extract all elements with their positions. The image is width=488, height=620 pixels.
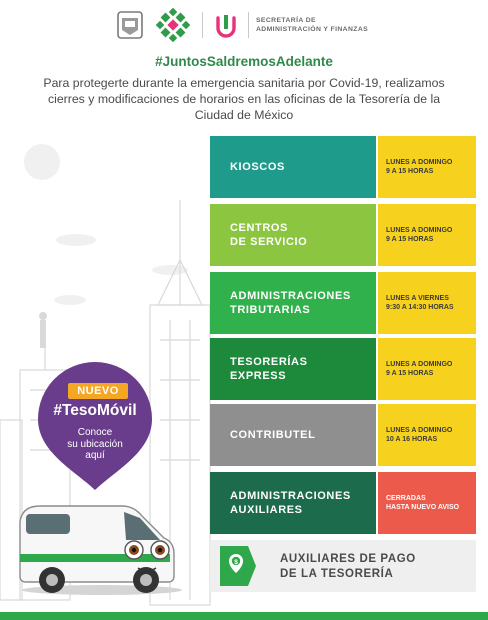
office-hours	[378, 136, 476, 198]
office-hours-text: LUNES A DOMINGO 10 A 16 HORAS	[386, 427, 453, 443]
auxiliares-de-pago-card	[210, 540, 476, 592]
svg-text:$: $	[234, 559, 238, 566]
office-name-text: CONTRIBUTEL	[230, 429, 316, 441]
cdmx-logo-icon	[156, 8, 190, 42]
office-name	[210, 204, 376, 266]
office-hours	[378, 338, 476, 400]
office-name-text: CENTROS DE SERVICIO	[230, 222, 308, 248]
auxiliares-de-pago-label: AUXILIARES DE PAGO DE LA TESORERÍA	[280, 553, 416, 580]
office-name	[210, 136, 376, 198]
office-hours-text: CERRADAS HASTA NUEVO AVISO	[386, 495, 460, 511]
office-hours	[378, 404, 476, 466]
office-row-centros-de-servicio	[210, 204, 476, 266]
campaign-hashtag: #JuntosSaldremosAdelante	[155, 54, 333, 69]
header	[0, 4, 488, 42]
tesomovil-subtitle[interactable]: Conoce su ubicación aquí	[67, 427, 123, 461]
office-name-text: ADMINISTRACIONES AUXILIARES	[230, 490, 351, 516]
office-name-text: ADMINISTRACIONES TRIBUTARIAS	[230, 290, 351, 316]
nuevo-badge: NUEVO	[68, 383, 128, 399]
office-name-text: TESORERÍAS EXPRESS	[230, 356, 308, 382]
office-hours-text: LUNES A DOMINGO 9 A 15 HORAS	[386, 159, 453, 175]
office-name	[210, 272, 376, 334]
office-name	[210, 338, 376, 400]
secretaria-label: SECRETARÍA DE ADMINISTRACIÓN Y FINANZAS	[256, 17, 369, 33]
header-divider	[202, 12, 203, 38]
office-hours-text: LUNES A DOMINGO 9 A 15 HORAS	[386, 361, 453, 377]
office-hours	[378, 472, 476, 534]
intro-text: Para protegerte durante la emergencia sanitaria por Covid-19, realizamos cierres y modificaciones de horarios en las oficinas de la Tesorería de la Ciudad de México	[43, 76, 445, 122]
cdmx-seal-icon	[116, 10, 144, 40]
tesomovil-pin[interactable]	[36, 360, 154, 492]
money-pin-icon	[220, 546, 256, 586]
office-row-tesorerias-express	[210, 338, 476, 400]
bottom-brand-bar	[0, 612, 488, 620]
office-hours	[378, 204, 476, 266]
header-divider	[248, 12, 249, 38]
office-row-administraciones-tributarias	[210, 272, 476, 334]
office-hours-text: LUNES A VIERNES 9:30 A 14:30 HORAS	[386, 295, 454, 311]
office-row-kioscos	[210, 136, 476, 198]
office-name	[210, 472, 376, 534]
office-row-contributel	[210, 404, 476, 466]
office-hours-text: LUNES A DOMINGO 9 A 15 HORAS	[386, 227, 453, 243]
office-row-administraciones-auxiliares	[210, 472, 476, 534]
tesomovil-title[interactable]: #TesoMóvil	[53, 402, 137, 419]
tesomovil-van-illustration	[14, 492, 190, 596]
finanzas-u-icon	[212, 12, 240, 40]
office-hours	[378, 272, 476, 334]
office-name-text: KIOSCOS	[230, 161, 285, 173]
office-name	[210, 404, 376, 466]
